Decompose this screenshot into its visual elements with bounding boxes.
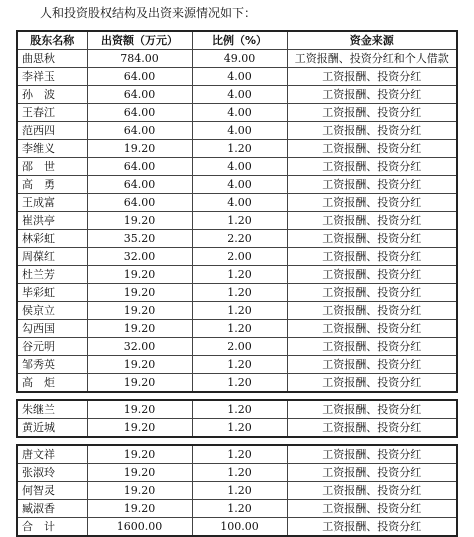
cell-amount: 64.00: [87, 194, 192, 212]
cell-name: 孙 波: [17, 86, 87, 104]
cell-name: 曲思秋: [17, 50, 87, 68]
intro-text: 人和投资股权结构及出资来源情况如下：: [40, 6, 257, 20]
cell-name: 合 计: [17, 518, 87, 537]
table-row: [17, 302, 457, 320]
cell-source: 工资报酬、投资分红: [287, 445, 457, 464]
cell-source: 工资报酬、投资分红: [287, 482, 457, 500]
cell-source: 工资报酬、投资分红: [287, 419, 457, 438]
cell-ratio: 1.20: [192, 482, 287, 500]
cell-name: 王成富: [17, 194, 87, 212]
cell-amount: 19.20: [87, 284, 192, 302]
cell-source: 工资报酬、投资分红: [287, 212, 457, 230]
cell-source: 工资报酬、投资分红和个人借款: [287, 50, 457, 68]
cell-ratio: 1.20: [192, 356, 287, 374]
shareholder-table: [16, 30, 456, 537]
table-row: [17, 140, 457, 158]
table-row: [17, 230, 457, 248]
table-row: [17, 50, 457, 68]
table-row: [17, 104, 457, 122]
cell-amount: 784.00: [87, 50, 192, 68]
cell-source: 工资报酬、投资分红: [287, 104, 457, 122]
cell-source: 工资报酬、投资分红: [287, 320, 457, 338]
shareholder-table-group-3: [16, 444, 458, 537]
cell-source: 工资报酬、投资分红: [287, 248, 457, 266]
table-row: [17, 464, 457, 482]
cell-amount: 19.20: [87, 482, 192, 500]
table-row: [17, 500, 457, 518]
cell-amount: 32.00: [87, 248, 192, 266]
cell-source: 工资报酬、投资分红: [287, 464, 457, 482]
cell-name: 谷元明: [17, 338, 87, 356]
cell-ratio: 4.00: [192, 86, 287, 104]
cell-ratio: 1.20: [192, 400, 287, 419]
cell-name: 毕彩虹: [17, 284, 87, 302]
table-row: [17, 482, 457, 500]
cell-source: 工资报酬、投资分红: [287, 266, 457, 284]
header-source: 资金来源: [287, 31, 457, 50]
cell-amount: 32.00: [87, 338, 192, 356]
cell-name: 高 炬: [17, 374, 87, 393]
cell-source: 工资报酬、投资分红: [287, 500, 457, 518]
cell-ratio: 1.20: [192, 464, 287, 482]
table-body-group-1: [17, 50, 457, 393]
cell-ratio: 4.00: [192, 104, 287, 122]
cell-amount: 35.20: [87, 230, 192, 248]
table-row: [17, 374, 457, 393]
table-row: [17, 518, 457, 537]
cell-amount: 64.00: [87, 104, 192, 122]
cell-name: 杜兰芳: [17, 266, 87, 284]
cell-ratio: 4.00: [192, 176, 287, 194]
cell-name: 林彩虹: [17, 230, 87, 248]
shareholder-table-group-1: [16, 30, 458, 393]
cell-ratio: 1.20: [192, 500, 287, 518]
header-amount: 出资额（万元）: [87, 31, 192, 50]
cell-ratio: 1.20: [192, 374, 287, 393]
cell-ratio: 4.00: [192, 194, 287, 212]
cell-amount: 19.20: [87, 266, 192, 284]
table-row: [17, 356, 457, 374]
cell-ratio: 2.20: [192, 230, 287, 248]
cell-ratio: 1.20: [192, 302, 287, 320]
table-header-row: [17, 31, 457, 50]
cell-ratio: 4.00: [192, 122, 287, 140]
cell-source: 工资报酬、投资分红: [287, 230, 457, 248]
cell-source: 工资报酬、投资分红: [287, 86, 457, 104]
cell-amount: 19.20: [87, 212, 192, 230]
table-row: [17, 248, 457, 266]
cell-name: 崔洪亭: [17, 212, 87, 230]
cell-ratio: 1.20: [192, 266, 287, 284]
cell-name: 李维义: [17, 140, 87, 158]
cell-ratio: 49.00: [192, 50, 287, 68]
cell-ratio: 2.00: [192, 338, 287, 356]
cell-ratio: 100.00: [192, 518, 287, 537]
cell-source: 工资报酬、投资分红: [287, 284, 457, 302]
cell-amount: 64.00: [87, 158, 192, 176]
table-row: [17, 419, 457, 438]
cell-name: 周葆红: [17, 248, 87, 266]
cell-ratio: 1.20: [192, 140, 287, 158]
cell-amount: 64.00: [87, 122, 192, 140]
cell-name: 黄近城: [17, 419, 87, 438]
cell-amount: 64.00: [87, 176, 192, 194]
table-row: [17, 158, 457, 176]
cell-source: 工资报酬、投资分红: [287, 68, 457, 86]
cell-amount: 19.20: [87, 302, 192, 320]
cell-ratio: 1.20: [192, 320, 287, 338]
table-row: [17, 176, 457, 194]
cell-source: 工资报酬、投资分红: [287, 338, 457, 356]
cell-name: 范西四: [17, 122, 87, 140]
header-name: 股东名称: [17, 31, 87, 50]
shareholder-table-group-2: [16, 399, 458, 438]
cell-name: 邵 世: [17, 158, 87, 176]
cell-source: 工资报酬、投资分红: [287, 122, 457, 140]
cell-ratio: 2.00: [192, 248, 287, 266]
table-row: [17, 194, 457, 212]
cell-name: 侯京立: [17, 302, 87, 320]
cell-source: 工资报酬、投资分红: [287, 176, 457, 194]
cell-name: 王春江: [17, 104, 87, 122]
cell-amount: 19.20: [87, 320, 192, 338]
cell-amount: 19.20: [87, 445, 192, 464]
cell-name: 张淑玲: [17, 464, 87, 482]
cell-amount: 64.00: [87, 86, 192, 104]
table-row: [17, 266, 457, 284]
cell-source: 工资报酬、投资分红: [287, 158, 457, 176]
table-row: [17, 320, 457, 338]
cell-ratio: 1.20: [192, 445, 287, 464]
cell-amount: 19.20: [87, 500, 192, 518]
cell-ratio: 1.20: [192, 419, 287, 438]
table-row: [17, 338, 457, 356]
cell-name: 何智灵: [17, 482, 87, 500]
cell-amount: 19.20: [87, 140, 192, 158]
header-ratio: 比例（%）: [192, 31, 287, 50]
cell-amount: 64.00: [87, 68, 192, 86]
cell-amount: 1600.00: [87, 518, 192, 537]
table-row: [17, 284, 457, 302]
cell-source: 工资报酬、投资分红: [287, 518, 457, 537]
table-row: [17, 122, 457, 140]
cell-name: 唐文祥: [17, 445, 87, 464]
cell-amount: 19.20: [87, 374, 192, 393]
table-row: [17, 400, 457, 419]
table-row: [17, 68, 457, 86]
cell-source: 工资报酬、投资分红: [287, 302, 457, 320]
table-row: [17, 212, 457, 230]
table-body-group-2: [17, 400, 457, 437]
cell-source: 工资报酬、投资分红: [287, 194, 457, 212]
cell-amount: 19.20: [87, 419, 192, 438]
cell-ratio: 1.20: [192, 284, 287, 302]
cell-name: 勾西国: [17, 320, 87, 338]
table-body-group-3: [17, 445, 457, 536]
cell-source: 工资报酬、投资分红: [287, 400, 457, 419]
cell-name: 高 勇: [17, 176, 87, 194]
cell-name: 臧淑香: [17, 500, 87, 518]
cell-ratio: 1.20: [192, 212, 287, 230]
cell-ratio: 4.00: [192, 68, 287, 86]
cell-ratio: 4.00: [192, 158, 287, 176]
table-row: [17, 445, 457, 464]
cell-name: 邹秀英: [17, 356, 87, 374]
cell-amount: 19.20: [87, 400, 192, 419]
cell-source: 工资报酬、投资分红: [287, 374, 457, 393]
cell-name: 李祥玉: [17, 68, 87, 86]
cell-source: 工资报酬、投资分红: [287, 356, 457, 374]
table-row: [17, 86, 457, 104]
cell-source: 工资报酬、投资分红: [287, 140, 457, 158]
cell-amount: 19.20: [87, 356, 192, 374]
cell-name: 朱继兰: [17, 400, 87, 419]
cell-amount: 19.20: [87, 464, 192, 482]
